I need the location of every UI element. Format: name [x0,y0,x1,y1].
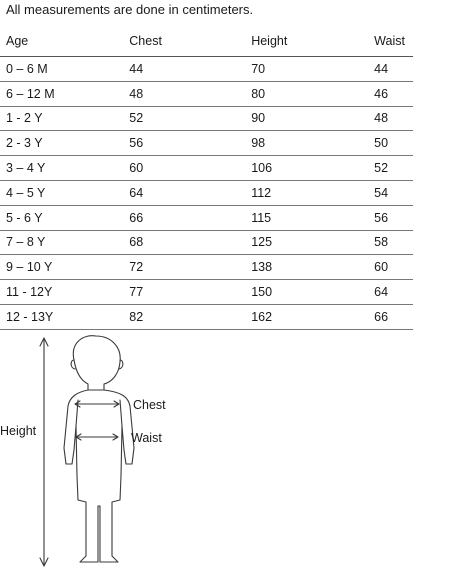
cell-height: 138 [251,255,374,280]
cell-age: 12 - 13Y [0,304,129,329]
table-body [0,57,413,330]
child-outline-diagram [0,330,474,572]
cell-chest: 77 [129,280,251,305]
table-row [0,304,413,329]
table-row [0,156,413,181]
cell-waist: 46 [374,81,413,106]
cell-waist: 60 [374,255,413,280]
header-row [0,26,413,57]
right-arm-seam [120,400,122,426]
measurement-note: All measurements are done in centimeters. [6,2,254,17]
cell-age: 3 – 4 Y [0,156,129,181]
cell-height: 115 [251,205,374,230]
head-outline [73,336,120,390]
cell-height: 98 [251,131,374,156]
cell-waist: 48 [374,106,413,131]
cell-height: 150 [251,280,374,305]
cell-age: 0 – 6 M [0,57,129,82]
cell-height: 162 [251,304,374,329]
waist-label: Waist [131,431,162,445]
cell-chest: 82 [129,304,251,329]
cell-age: 9 – 10 Y [0,255,129,280]
table-row [0,255,413,280]
cell-chest: 56 [129,131,251,156]
size-chart-table [0,26,413,330]
cell-age: 6 – 12 M [0,81,129,106]
cell-chest: 64 [129,180,251,205]
header-waist: Waist [374,26,413,57]
cell-height: 70 [251,57,374,82]
cell-waist: 58 [374,230,413,255]
cell-chest: 52 [129,106,251,131]
cell-chest: 48 [129,81,251,106]
cell-chest: 60 [129,156,251,181]
cell-waist: 44 [374,57,413,82]
table-row [0,230,413,255]
cell-height: 106 [251,156,374,181]
cell-height: 125 [251,230,374,255]
cell-waist: 52 [374,156,413,181]
table-row [0,131,413,156]
cell-chest: 44 [129,57,251,82]
table-row [0,106,413,131]
table-row [0,280,413,305]
table-row [0,180,413,205]
cell-waist: 66 [374,304,413,329]
cell-height: 80 [251,81,374,106]
table-row [0,205,413,230]
cell-chest: 68 [129,230,251,255]
table-header [0,26,413,57]
header-age: Age [0,26,129,57]
cell-age: 5 - 6 Y [0,205,129,230]
cell-age: 11 - 12Y [0,280,129,305]
table-row [0,81,413,106]
cell-chest: 72 [129,255,251,280]
cell-waist: 50 [374,131,413,156]
cell-height: 90 [251,106,374,131]
cell-waist: 56 [374,205,413,230]
cell-age: 4 – 5 Y [0,180,129,205]
measurement-figure [0,330,474,572]
cell-age: 2 - 3 Y [0,131,129,156]
cell-age: 1 - 2 Y [0,106,129,131]
cell-waist: 54 [374,180,413,205]
cell-age: 7 – 8 Y [0,230,129,255]
cell-waist: 64 [374,280,413,305]
header-height: Height [251,26,374,57]
cell-height: 112 [251,180,374,205]
table-row [0,57,413,82]
body-outline [64,390,134,562]
chest-label: Chest [133,398,166,412]
header-chest: Chest [129,26,251,57]
height-label: Height [0,424,37,438]
cell-chest: 66 [129,205,251,230]
